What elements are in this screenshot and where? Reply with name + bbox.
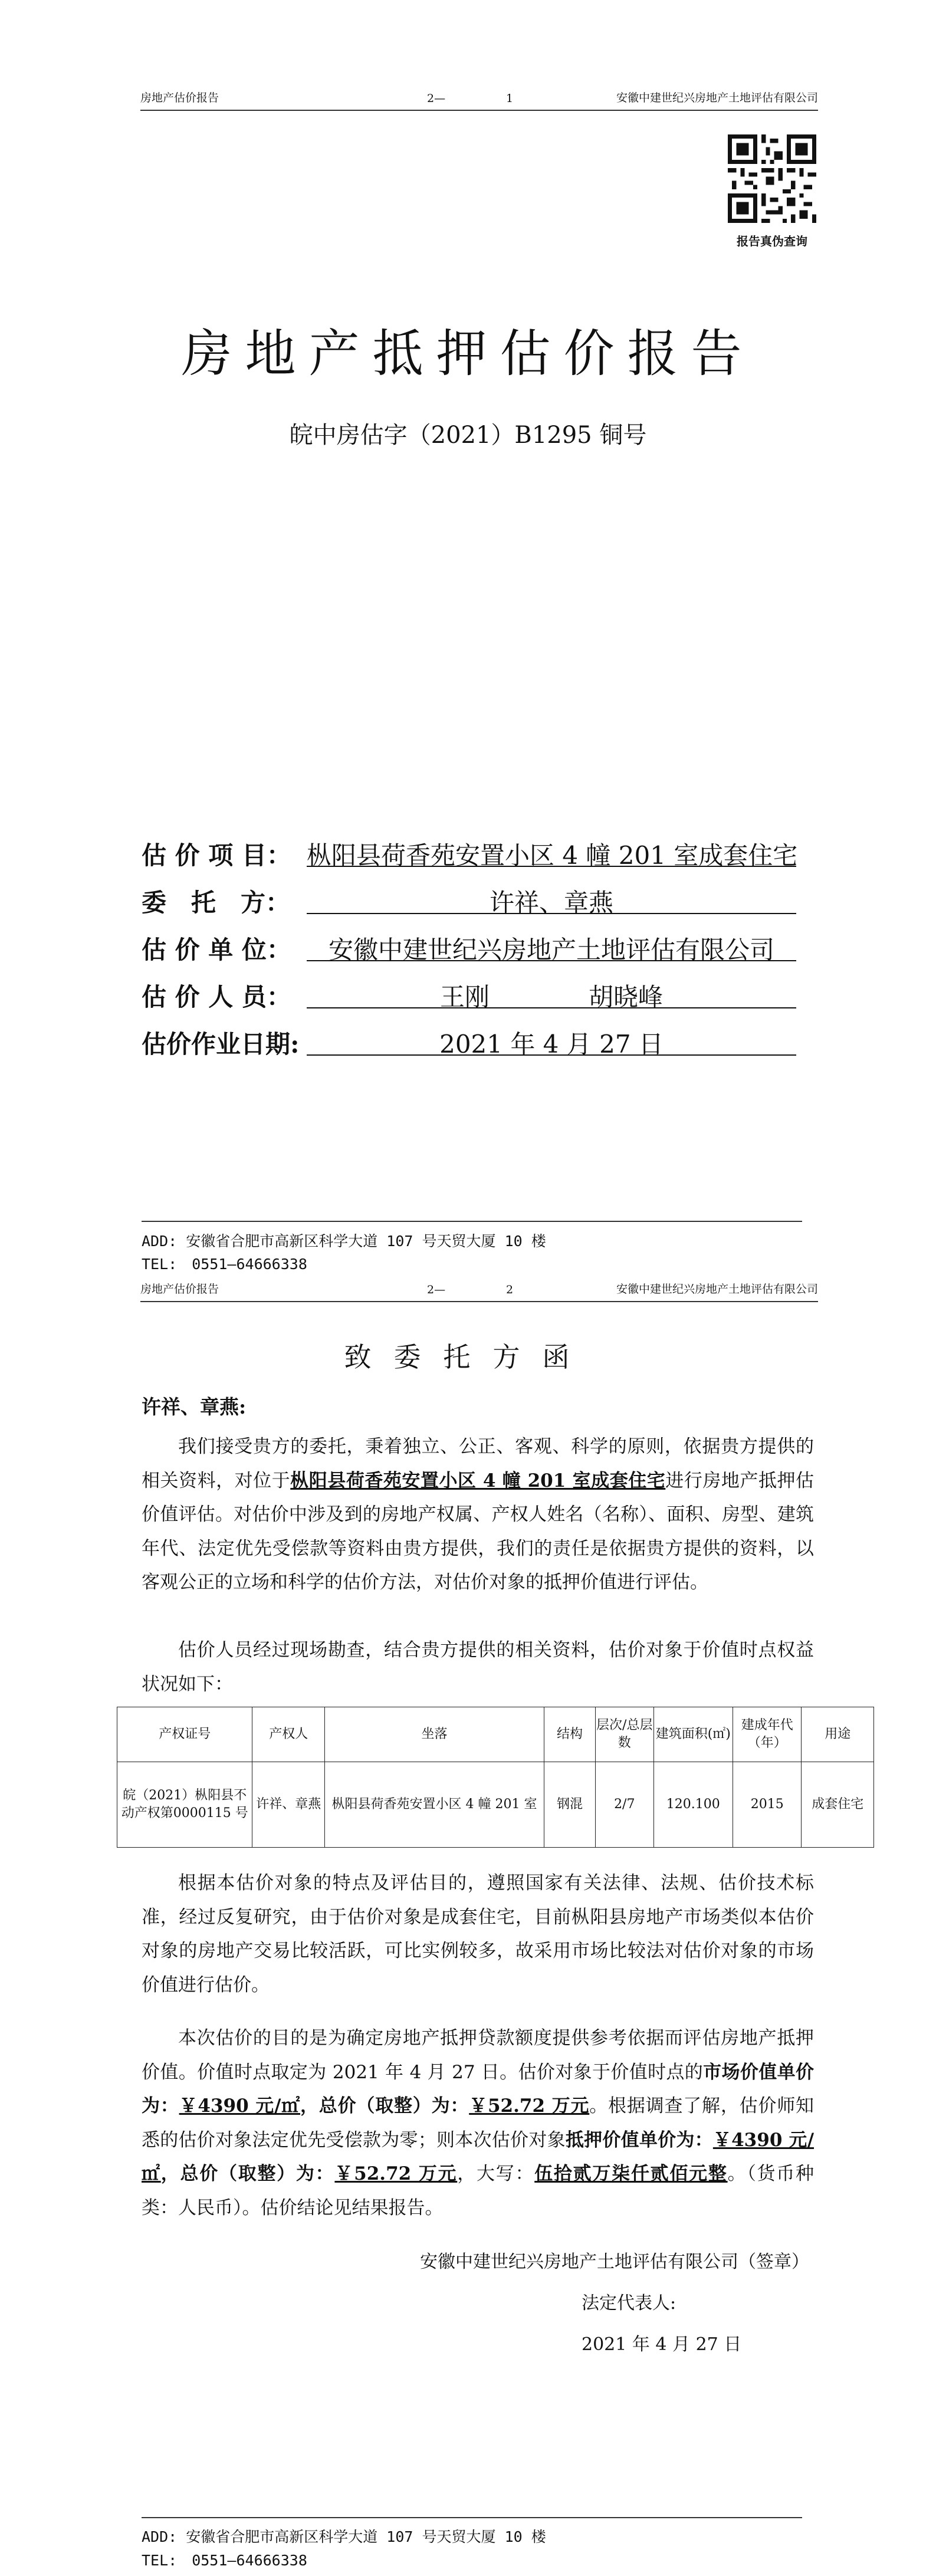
table-cell: 120.100: [653, 1762, 733, 1848]
report-cover-page: [0, 0, 936, 1280]
info-row-project: [142, 832, 808, 873]
text-run: 本次估价的目的是为确定房地产抵押贷款额度提供参考依据而评估房地产抵押价值。价值时点取定为 2021 年 4 月 27 日。估价对象于价值时点的: [142, 2028, 814, 2083]
amount-in-words: 伍拾贰万柒仟贰佰元整: [534, 2163, 728, 2184]
qr-caption: 报告真伪查询: [737, 234, 807, 248]
info-value: 安徽中建世纪兴房地产土地评估有限公司: [307, 931, 796, 961]
table-row: [117, 1762, 874, 1848]
mortgage-total-price: ￥52.72 万元: [334, 2163, 458, 2184]
header-page-number: 1: [506, 92, 514, 105]
footer-divider: [142, 1221, 802, 1222]
text-run: 我们接受贵方的委托，秉着独立、公正、客观、科学的原则，依据贵方提供的相关资料，对位于: [142, 1436, 814, 1491]
document-number: 皖中房估字（2021）B1295 铜号: [289, 422, 647, 449]
table-header-row: [117, 1707, 874, 1762]
text-run: ，大写：: [457, 2163, 535, 2184]
verification-qr-code[interactable]: [728, 134, 816, 223]
header-company: 安徽中建世纪兴房地产土地评估有限公司: [616, 1283, 818, 1296]
salutation: 许祥、章燕:: [142, 1395, 247, 1418]
info-row-client: [142, 879, 808, 920]
page-header: [140, 88, 818, 111]
info-label: 估 价 人 员：: [142, 983, 291, 1011]
paragraph-commission: [142, 1430, 814, 1600]
paragraph-survey: 估价人员经过现场勘查，结合贵方提供的相关资料，估价对象于价值时点权益状况如下：: [142, 1639, 814, 1695]
text-run: 市场价值单价为：: [142, 2061, 815, 2117]
table-cell: 2015: [733, 1762, 802, 1848]
text-run: 进行房地产抵押估价值评估。对估价中涉及到的房地产权属、产权人姓名（名称）、面积、房型、建筑年代、法定优先受偿款等资料由贵方提供，我们的责任是依据贵方提供的资料，以客观公正的立场和科学的估价方法，对估价对象的抵押价值进行评估。: [142, 1470, 815, 1593]
paragraph-method: 根据本估价对象的特点及评估目的，遵照国家有关法律、法规、估价技术标准，经过反复研究，由于估价对象是成套住宅，目前枞阳县房地产市场类似本估价对象的房地产交易比较活跃，可比实例较多，故采用市场比较法对估价对象的市场价值进行估价。: [142, 1872, 814, 1996]
text-run: 。根据调查了解，估价师知悉的估价对象法定优先受偿款为零: [142, 2095, 815, 2151]
info-value: 王刚 胡晓峰: [307, 978, 796, 1008]
table-header-cell: 结构: [544, 1707, 596, 1762]
table-header-cell: 建筑面积(㎡): [653, 1707, 733, 1762]
mortgage-unit-price: ￥4390 元/㎡: [142, 2129, 815, 2184]
text-run: 。（货币种类：人民币）。估价结论见结果报告。: [142, 2163, 815, 2219]
text-run: ；则本次估价对象: [418, 2129, 566, 2151]
header-page-prefix: 2—: [427, 1283, 446, 1296]
info-value: 许祥、章燕: [307, 883, 796, 914]
signature-date: 2021 年 4 月 27 日: [582, 2334, 742, 2355]
table-header-cell: 层次/总层数: [595, 1707, 653, 1762]
header-report-type: 房地产估价报告: [140, 91, 219, 104]
table-cell: 皖（2021）枞阳县不动产权第0000115 号: [117, 1762, 252, 1848]
paragraph-conclusion: [142, 2022, 814, 2225]
table-header-cell: 坐落: [324, 1707, 544, 1762]
table-header-cell: 产权人: [252, 1707, 324, 1762]
letter-page: [0, 1280, 936, 2576]
header-company: 安徽中建世纪兴房地产土地评估有限公司: [616, 91, 818, 104]
table-header-cell: 产权证号: [117, 1707, 252, 1762]
table-cell: 钢混: [544, 1762, 596, 1848]
table-cell: 成套住宅: [802, 1762, 874, 1848]
signature-representative: 法定代表人:: [582, 2293, 676, 2314]
text-run: ，总价（取整）为：: [300, 2095, 469, 2117]
footer-address: ADD: 安徽省合肥市高新区科学大道 107 号天贸大厦 10 楼: [142, 1233, 546, 1250]
footer-phone: TEL: 0551—64666338: [142, 1256, 307, 1273]
text-run: ，总价（取整）为：: [160, 2163, 335, 2184]
info-value: 2021 年 4 月 27 日: [307, 1025, 796, 1056]
footer-address: ADD: 安徽省合肥市高新区科学大道 107 号天贸大厦 10 楼: [142, 2528, 546, 2545]
market-total-price: ￥52.72 万元: [469, 2095, 590, 2117]
info-label: 估 价 项 目：: [142, 841, 291, 870]
table-cell: 枞阳县荷香苑安置小区 4 幢 201 室: [324, 1762, 544, 1848]
header-page-prefix: 2—: [427, 92, 446, 105]
info-label: 估价作业日期:: [142, 1030, 300, 1059]
footer-divider: [142, 2517, 802, 2518]
info-row-appraisers: [142, 973, 808, 1014]
info-value: 枞阳县荷香苑安置小区 4 幢 201 室成套住宅: [307, 836, 796, 867]
header-page-number: 2: [506, 1283, 514, 1296]
property-rights-table: [117, 1707, 874, 1848]
page-header: [140, 1280, 818, 1302]
table-cell: 许祥、章燕: [252, 1762, 324, 1848]
report-title: 房地产抵押估价报告: [181, 324, 755, 383]
text-run: 抵押价值单价为：: [565, 2129, 713, 2151]
signature-company: 安徽中建世纪兴房地产土地评估有限公司（签章）: [420, 2252, 809, 2272]
market-unit-price: ￥4390 元/㎡: [179, 2095, 300, 2117]
letter-title: 致委托方函: [344, 1341, 592, 1373]
table-header-cell: 用途: [802, 1707, 874, 1762]
info-label: 估 价 单 位：: [142, 935, 291, 964]
property-address-highlight: 枞阳县荷香苑安置小区 4 幢 201 室成套住宅: [290, 1470, 666, 1491]
header-report-type: 房地产估价报告: [140, 1283, 219, 1296]
footer-phone: TEL: 0551—64666338: [142, 2552, 307, 2569]
table-header-cell: 建成年代（年）: [733, 1707, 802, 1762]
info-row-work-date: [142, 1020, 808, 1062]
info-label: 委 托 方：: [142, 888, 291, 917]
table-cell: 2/7: [595, 1762, 653, 1848]
info-row-appraiser-company: [142, 926, 808, 967]
